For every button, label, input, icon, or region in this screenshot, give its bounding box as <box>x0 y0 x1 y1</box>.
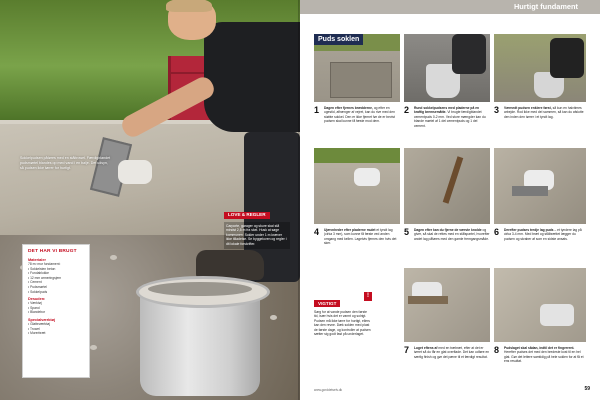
step-5-photo <box>404 148 490 224</box>
step-4-lead: Ujævnheder efter pladerne mulet <box>324 228 376 232</box>
step-5-text <box>414 228 490 241</box>
step-7-lead: Luget eftens af <box>414 346 438 350</box>
materials-item: • Cement <box>28 280 42 285</box>
step-1-number: 1 <box>314 105 320 115</box>
warning-text: Sørg for at vande pudsen den første tid, især hvis det er varmt og solrigt. Pudsen må ikke tørre for hurtigt, ellers kan den revne. Dæk soklen med plast de første dage, og kontroller at pudsen sætter sig godt fast på underlaget. <box>314 310 371 337</box>
step-2-photo <box>404 34 490 102</box>
concrete-block <box>330 62 392 98</box>
special-tools-item: • Glatteværktøj <box>28 321 50 326</box>
step-8-photo <box>494 268 586 342</box>
step-4-photo <box>314 148 400 224</box>
step-5-number: 5 <box>404 227 410 237</box>
warning-box <box>314 292 372 384</box>
materials-item: • Sokkelpuds <box>28 289 48 294</box>
step-5-lead: Dagen efter kan du fjerne de værste knolde <box>414 228 482 232</box>
page-number: 59 <box>584 386 590 392</box>
step-1-body: og efter en ugestid, afhænger af vejret, kan du rive med den støbte sokkel. Den er ikke fjernet før de er bevist pudsen skal kunne få fæste mod dem. <box>324 106 395 124</box>
materials-item: • Sokkelsten beton <box>28 266 56 271</box>
step-7-text <box>414 346 490 359</box>
step-7-number: 7 <box>404 345 410 355</box>
tool-handle <box>443 156 464 204</box>
special-tools-item: • Trowel <box>28 326 40 331</box>
step-6-photo <box>494 148 586 224</box>
trowel <box>512 186 548 196</box>
page-header-bar <box>300 0 600 14</box>
section-header-title: Hurtigt fundament <box>513 2 578 11</box>
step-2-body: Vi brugte færdigblandet cementpuds 0-2 mm. Ved store mængder kan du blande mørtel af 1 del cementpuds og 1 del cement. <box>414 110 486 128</box>
step-6-text <box>504 228 586 241</box>
wooden-float <box>408 296 448 304</box>
materials-item: 78 m² mur fundament: <box>28 262 61 266</box>
step-2-text <box>414 106 490 128</box>
tools-item: • Spand <box>28 305 40 310</box>
materials-item: • 12 mm armeringsjern <box>28 275 62 280</box>
tools-heading: Desuden: <box>28 297 46 302</box>
materials-item: • Fundablokke <box>28 271 49 276</box>
step-2-number: 2 <box>404 105 410 115</box>
step-4-body: et tyndt lag (cirka 3 mm), som kunne få fæste ved anden omgang med kellen. Lagetvis fjernes den hvis det sker. <box>324 228 397 246</box>
photo-caption: Sokkelpudsen påføres med en ståltrowel. Færdigblandet pudsmørtel blandes op med vand i en balje. Det udsyn, så pudsen ikke tørrer for hurtigt. <box>20 156 111 170</box>
law-rules-text: Carporte, garager og skure skal stå mindst 2,5 m fra skel. Husk at søge kommunen. Sokler under 1 m kræver ikke tilladelse. Se byggeloven og regler i dit lokale forskrifter. <box>224 222 290 249</box>
special-tools-heading: Specialværktøj <box>28 317 56 322</box>
step-8-text <box>504 346 586 364</box>
section-title: Puds soklen <box>314 34 363 45</box>
mortar-bucket <box>140 284 260 396</box>
warning-exclamation-icon: ! <box>364 292 372 301</box>
worker-hair <box>166 0 212 12</box>
step-6-lead: Derefter pudses tredje lag puds <box>504 228 554 232</box>
step-1-text <box>324 106 400 124</box>
footer-url: www.gorddetselv.dk <box>314 388 343 392</box>
step-5-body: og giver, så skal de rettes med en stålspartel, hvorefter andet lag påføres med den gamle fremgangsmåde. <box>414 228 490 241</box>
work-glove <box>540 304 574 326</box>
step-6-body: – et tyndere lag på cirka 3-4 mm. Med bræt og stålbrættet lægger du pudsen og skraber af som en sidste ansats. <box>504 228 582 241</box>
step-3-number: 3 <box>494 105 500 115</box>
law-rules-title: LOVE & REGLER <box>224 212 270 219</box>
materials-item: • Pudsmørtel <box>28 284 47 289</box>
worker-torso <box>204 22 300 132</box>
materials-box <box>22 244 90 378</box>
step-7-photo <box>404 268 490 342</box>
law-rules-box <box>224 212 290 286</box>
step-6-number: 6 <box>494 227 500 237</box>
step-4-number: 4 <box>314 227 320 237</box>
step-8-body: Herefter pudses det med den bredeste kost til en hel glat. Gør det lettere samtidig på hele soklen for at få et ens resultat. <box>504 350 584 364</box>
worker-figure <box>550 38 584 78</box>
step-2-lead: Rund sokkelpudsens med pladerne på en kraftig bremsemåtte. <box>414 106 480 115</box>
step-1-lead: Dagen efter fjernes brædderne, <box>324 106 373 110</box>
worker-figure <box>452 34 486 74</box>
warning-title: VIGTIGT <box>314 300 340 307</box>
step-8-lead: Pudslaget skal sådan, indtil det er fingerrent. <box>504 346 575 350</box>
step-8-number: 8 <box>494 345 500 355</box>
step-3-photo <box>494 34 586 102</box>
materials-heading: Materialer <box>28 258 46 262</box>
tools-item: • Blandebor <box>28 310 46 315</box>
tools-item: • Værktøj <box>28 301 42 306</box>
step-3-text <box>504 106 586 119</box>
step-3-body: så kun en halvtimes arbejde. Rod ikke med del sammen, så kan du afslutte den inden den tørrer i et tyndt lag. <box>504 106 584 119</box>
materials-list <box>28 262 84 294</box>
gravel-stone <box>270 315 277 320</box>
gravel-stone <box>110 255 117 260</box>
step-3-lead: Værnedt pudsen enklere først, <box>504 106 552 110</box>
step-7-body: med en træbræt, efter at det er tørret så du får en glat overflade. Det kan udføre en særlig finish og gør det pæne til et færdigt resultat. <box>414 346 490 359</box>
work-glove <box>354 168 380 186</box>
gravel-stone <box>90 345 97 350</box>
work-glove <box>118 160 152 184</box>
materials-box-title: DET HAR VI BRUGT <box>28 249 77 254</box>
special-tools-item: • Murerbræt <box>28 331 46 336</box>
step-4-text <box>324 228 400 246</box>
